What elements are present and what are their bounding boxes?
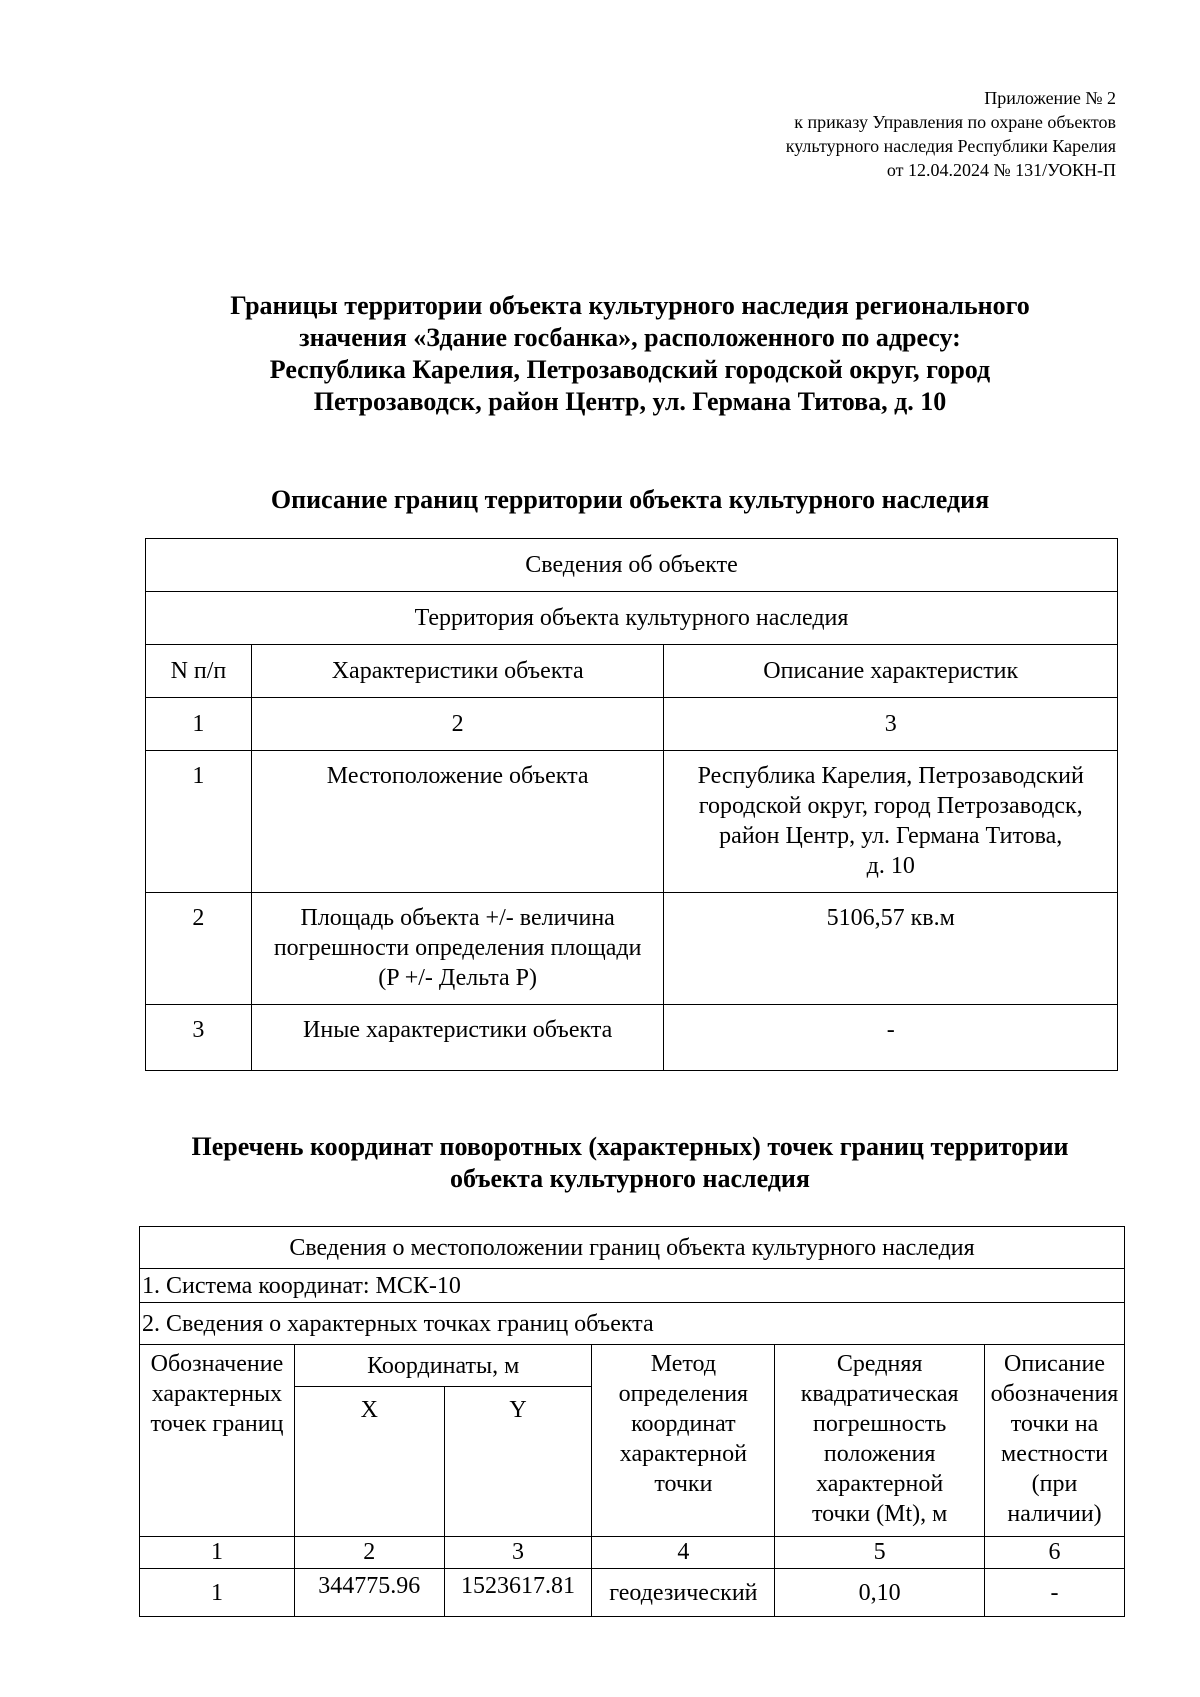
column-number-row [146,698,1118,751]
row-number: 1 [146,751,252,893]
column-number: 2 [294,1537,444,1569]
column-number: 1 [140,1537,295,1569]
row-description: - [664,1005,1118,1071]
row-description: Республика Карелия, Петрозаводский городской округ, город Петрозаводск, район Центр, ул. Германа Титова, д. 10 [664,751,1118,893]
column-header: Характеристики объекта [251,645,664,698]
section2-title-line: Перечень координат поворотных (характерных) точек границ территории [191,1132,1069,1161]
table-caption: Территория объекта культурного наследия [146,592,1118,645]
column-number: 5 [775,1537,985,1569]
table-row [140,1269,1125,1303]
appendix-line: культурного наследия Республики Карелия [785,136,1116,156]
row-number: 2 [146,893,252,1005]
row-characteristic: Иные характеристики объекта [251,1005,664,1071]
table-row [146,592,1118,645]
row-description: 5106,57 кв.м [664,893,1118,1005]
column-number: 3 [664,698,1118,751]
section1-title-text: Описание границ территории объекта культурного наследия [270,485,990,514]
row-characteristic: Площадь объекта +/- величина погрешности определения площади (P +/- Дельта P) [251,893,664,1005]
table-row [146,539,1118,592]
object-info-table [145,538,1118,1071]
title-line: значения «Здание госбанка», расположенного по адресу: [299,323,961,352]
table-header-row [140,1345,1125,1387]
column-number-row [140,1537,1125,1569]
table-row [140,1227,1125,1269]
column-header: Метод определения координат характерной точки [592,1345,775,1537]
table-caption: Сведения о местоположении границ объекта культурного наследия [140,1227,1125,1269]
column-header: Обозначение характерных точек границ [140,1345,295,1537]
document-title [140,290,1120,418]
title-line: Границы территории объекта культурного наследия регионального [230,291,1030,320]
title-line: Республика Карелия, Петрозаводский городской округ, город [269,355,991,384]
row-number: 3 [146,1005,252,1071]
title-line: Петрозаводск, район Центр, ул. Германа Титова, д. 10 [313,387,947,416]
point-description: - [985,1569,1125,1617]
table-row [146,751,1118,893]
table-caption: Сведения об объекте [146,539,1118,592]
column-number: 4 [592,1537,775,1569]
appendix-line: Приложение № 2 [984,88,1116,108]
table-row [146,1005,1118,1071]
table-row [140,1303,1125,1345]
section2-title-line: объекта культурного наследия [450,1164,810,1193]
point-x: 344775.96 [294,1569,444,1617]
points-caption: 2. Сведения о характерных точках границ объекта [140,1303,1125,1345]
section1-title [130,484,1130,516]
column-header: Координаты, м [294,1345,592,1387]
table-row [140,1569,1125,1617]
column-header: N п/п [146,645,252,698]
column-number: 6 [985,1537,1125,1569]
row-characteristic: Местоположение объекта [251,751,664,893]
table-header-row [146,645,1118,698]
point-y: 1523617.81 [444,1569,592,1617]
column-header: Средняя квадратическая погрешность положения характерной точки (Mt), м [775,1345,985,1537]
column-number: 1 [146,698,252,751]
column-number: 3 [444,1537,592,1569]
appendix-line: от 12.04.2024 № 131/УОКН-П [886,160,1116,180]
point-id: 1 [140,1569,295,1617]
appendix-line: к приказу Управления по охране объектов [794,112,1116,132]
column-header-x: X [294,1387,444,1537]
section2-title [130,1131,1130,1195]
coordinate-system: 1. Система координат: МСК-10 [140,1269,1125,1303]
coordinates-table [139,1226,1125,1617]
column-header: Описание обозначения точки на местности (при наличии) [985,1345,1125,1537]
point-mt: 0,10 [775,1569,985,1617]
column-number: 2 [251,698,664,751]
column-header: Описание характеристик [664,645,1118,698]
table-row [146,893,1118,1005]
appendix-header [616,86,1116,182]
column-header-y: Y [444,1387,592,1537]
point-method: геодезический [592,1569,775,1617]
